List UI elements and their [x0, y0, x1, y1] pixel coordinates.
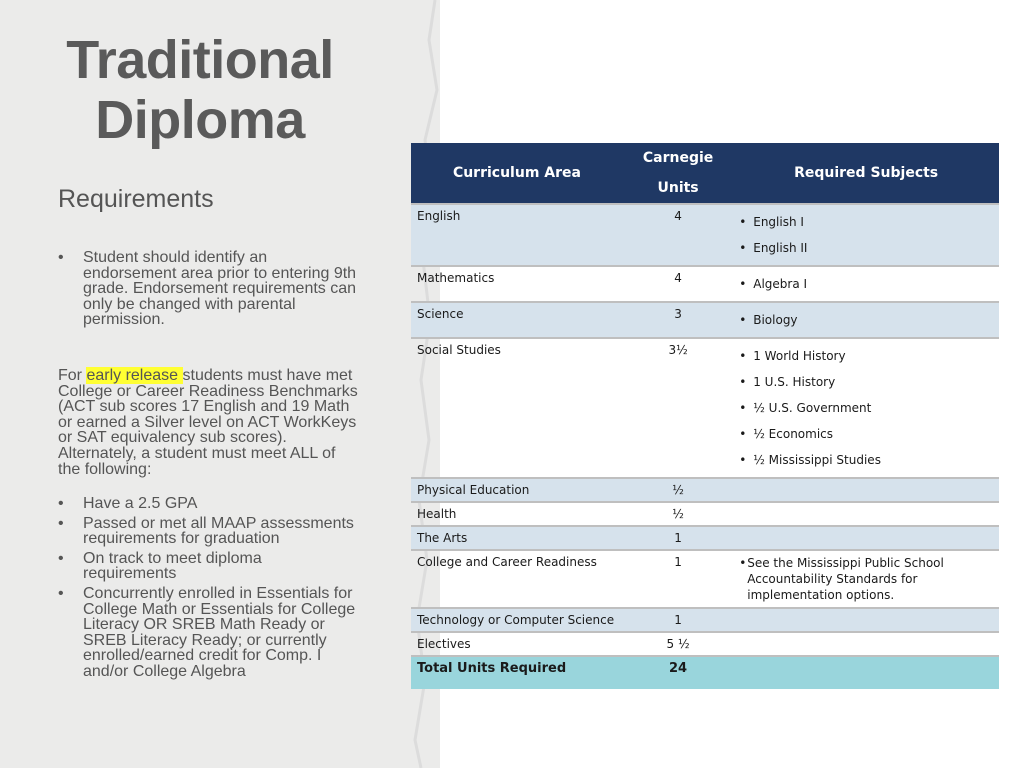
conditions-list [58, 496, 358, 684]
para-rest: students must have met College or Career Readiness Benchmarks (ACT sub scores 17 English and 19 Math or earned a Silver level on ACT WorkKeys or SAT equivalency sub scores). Alternately, a student must meet ALL of the following: [58, 367, 358, 478]
subject-item: • English I [739, 209, 993, 235]
subject-item: • 1 World History [739, 343, 993, 369]
para-prefix: For [58, 367, 87, 384]
cell-units: 1 [623, 550, 733, 608]
cell-curriculum-area: Science [411, 302, 623, 338]
condition-item: • Concurrently enrolled in Essentials for College Math or Essentials for College Literacy OR SREB Math Ready or SREB Literacy Ready; or currently enrolled/earned credit for Comp. I and/or College Algebra [58, 586, 358, 680]
table-row [411, 478, 999, 502]
cell-curriculum-area: Mathematics [411, 266, 623, 302]
condition-item: • On track to meet diploma requirements [58, 551, 358, 582]
cell-required-subjects [733, 478, 999, 502]
cell-units: 3 [623, 302, 733, 338]
subject-item: • English II [739, 235, 993, 261]
cell-curriculum-area: Health [411, 502, 623, 526]
subject-item: • 1 U.S. History [739, 369, 993, 395]
title-line-2: Diploma [95, 90, 305, 150]
total-row [411, 656, 999, 689]
cell-curriculum-area: English [411, 204, 623, 266]
cell-curriculum-area: College and Career Readiness [411, 550, 623, 608]
header-required-subjects: Required Subjects [733, 143, 999, 204]
table-row [411, 338, 999, 478]
highlighted-text: early release [86, 367, 183, 384]
subject-note: • See the Mississippi Public School Accountability Standards for implementation options. [739, 555, 993, 603]
subject-item: • Biology [739, 307, 993, 333]
header-curriculum-area: Curriculum Area [411, 143, 623, 204]
table-row [411, 502, 999, 526]
total-label: Total Units Required [411, 656, 623, 689]
cell-units: 4 [623, 204, 733, 266]
header-units-line-2: Units [657, 180, 699, 196]
cell-required-subjects [733, 632, 999, 656]
subject-item: • ½ Mississippi Studies [739, 447, 993, 473]
subject-item: • Algebra I [739, 271, 993, 297]
table-row [411, 526, 999, 550]
header-carnegie-units [623, 143, 733, 204]
cell-units: ½ [623, 502, 733, 526]
cell-required-subjects [733, 338, 999, 478]
cell-units: 3½ [623, 338, 733, 478]
cell-required-subjects [733, 266, 999, 302]
bullet-section [58, 250, 358, 328]
endorsement-bullet: • Student should identify an endorsement area prior to entering 9th grade. Endorsement requirements can only be changed with parental permission. [58, 250, 358, 328]
table-row [411, 632, 999, 656]
cell-curriculum-area: Physical Education [411, 478, 623, 502]
cell-curriculum-area: The Arts [411, 526, 623, 550]
header-units-line-1: Carnegie [642, 150, 714, 166]
cell-units: 5 ½ [623, 632, 733, 656]
cell-required-subjects [733, 550, 999, 608]
cell-curriculum-area: Social Studies [411, 338, 623, 478]
requirements-table [411, 143, 999, 689]
table-row [411, 550, 999, 608]
condition-item: • Passed or met all MAAP assessments requirements for graduation [58, 516, 358, 547]
table-row [411, 302, 999, 338]
subtitle: Requirements [58, 185, 214, 213]
subject-item: • ½ Economics [739, 421, 993, 447]
cell-curriculum-area: Electives [411, 632, 623, 656]
cell-required-subjects [733, 204, 999, 266]
table-row [411, 266, 999, 302]
cell-required-subjects [733, 502, 999, 526]
title-line-1: Traditional [66, 30, 334, 90]
early-release-paragraph [58, 368, 358, 477]
table-row [411, 608, 999, 632]
cell-required-subjects [733, 526, 999, 550]
subject-item: • ½ U.S. Government [739, 395, 993, 421]
cell-units: ½ [623, 478, 733, 502]
cell-units: 1 [623, 608, 733, 632]
condition-item: • Have a 2.5 GPA [58, 496, 358, 512]
cell-required-subjects [733, 608, 999, 632]
total-value: 24 [623, 656, 733, 689]
cell-units: 4 [623, 266, 733, 302]
cell-required-subjects [733, 302, 999, 338]
total-empty-cell [733, 656, 999, 689]
table-header-row [411, 143, 999, 204]
table-row [411, 204, 999, 266]
cell-units: 1 [623, 526, 733, 550]
cell-curriculum-area: Technology or Computer Science [411, 608, 623, 632]
page-title [30, 30, 370, 150]
